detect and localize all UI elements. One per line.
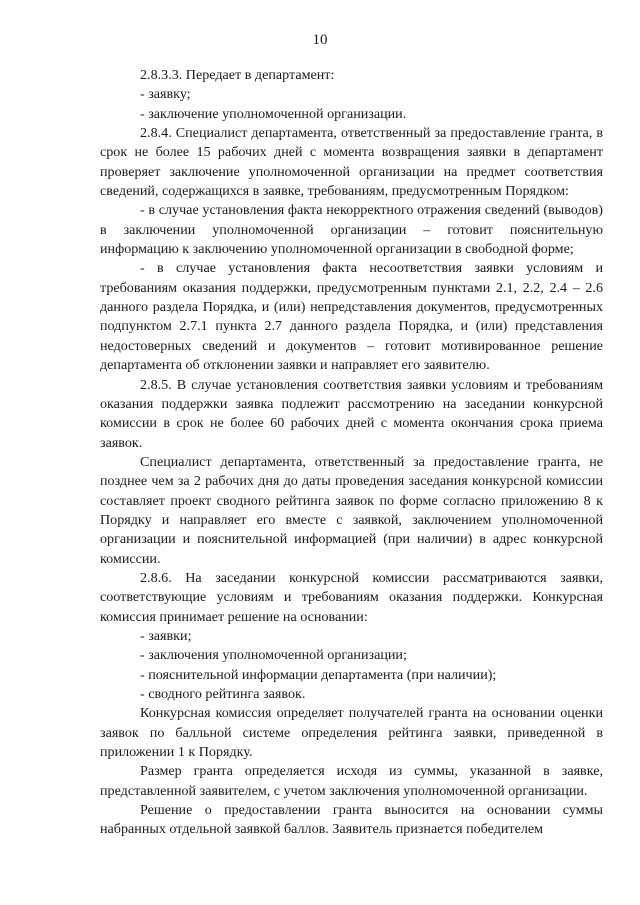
document-body [100,66,603,840]
list-item-applications: - заявки; [140,627,192,644]
paragraph-specialist: Специалист департамента, ответственный за предоставление гранта, не позднее чем за 2 рабочих дня до даты проведения заседания конкурсной комиссии составляет проект сводного рейтинга заявок по форме согласно приложению 8 к Порядку и направляет его вместе с заявкой, заключением уполномоченной организации и пояснительной информацией (при наличии) в адрес конкурсной комиссии. [100,453,603,567]
paragraph-2-8-4: 2.8.4. Специалист департамента, ответственный за предоставление гранта, в срок не более 15 рабочих дней с момента возвращения заявки в департамент проверяет заключение уполномоченной организации на предмет соответствия сведений, содержащихся в заявке, требованиям, предусмотренным Порядком: [100,125,603,200]
paragraph-commission-determines: Конкурсная комиссия определяет получателей гранта на основании оценки заявок по балльной системе определения рейтинга заявки, приведенной в приложении 1 к Порядку. [100,705,603,761]
paragraph-2-8-6: 2.8.6. На заседании конкурсной комиссии рассматриваются заявки, соответствующие условиям и требованиям оказания поддержки. Конкурсная комиссия принимает решение на основании: [100,569,603,625]
paragraph-2-8-5: 2.8.5. В случае установления соответствия заявки условиям и требованиям оказания поддержки заявка подлежит рассмотрению на заседании конкурсной комиссии в срок не более 60 рабочих дней с момента окончания срока приема заявок. [100,376,603,451]
list-item-application: - заявку; [140,86,191,103]
list-item-conclusion: - заключение уполномоченной организации. [140,105,407,122]
list-item-incorrect-reflection: - в случае установления факта некорректного отражения сведений (выводов) в заключении уполномоченной организации – готовит пояснительную информацию к заключению уполномоченной организации в свободной форме; [100,202,603,258]
list-item-summary-rating: - сводного рейтинга заявок. [140,686,306,702]
list-item-explanatory-info: - пояснительной информации департамента (при наличии); [140,666,497,683]
list-item-conclusions: - заключения уполномоченной организации; [140,647,407,664]
paragraph-grant-amount: Размер гранта определяется исходя из суммы, указанной в заявке, представленной заявителем, с учетом заключения уполномоченной организации. [100,763,603,799]
list-item-nonconformity: - в случае установления факта несоответствия заявки условиям и требованиям оказания поддержки, предусмотренным пунктами 2.1, 2.2, 2.4 – 2.6 данного раздела Порядка, и (или) непредставления документов, предусмотренных подпунктом 2.7.1 пункта 2.7 данного раздела Порядка, и (или) представления недостоверных сведений и документов – готовит мотивированное решение департамента об отклонении заявки и направляет его заявителю. [100,260,603,374]
page-number: 10 [312,32,328,48]
paragraph-grant-decision: Решение о предоставлении гранта выносится на основании суммы набранных отдельной заявкой баллов. Заявитель признается победителем [100,802,603,838]
paragraph-2-8-3-3: 2.8.3.3. Передает в департамент: [140,67,335,83]
